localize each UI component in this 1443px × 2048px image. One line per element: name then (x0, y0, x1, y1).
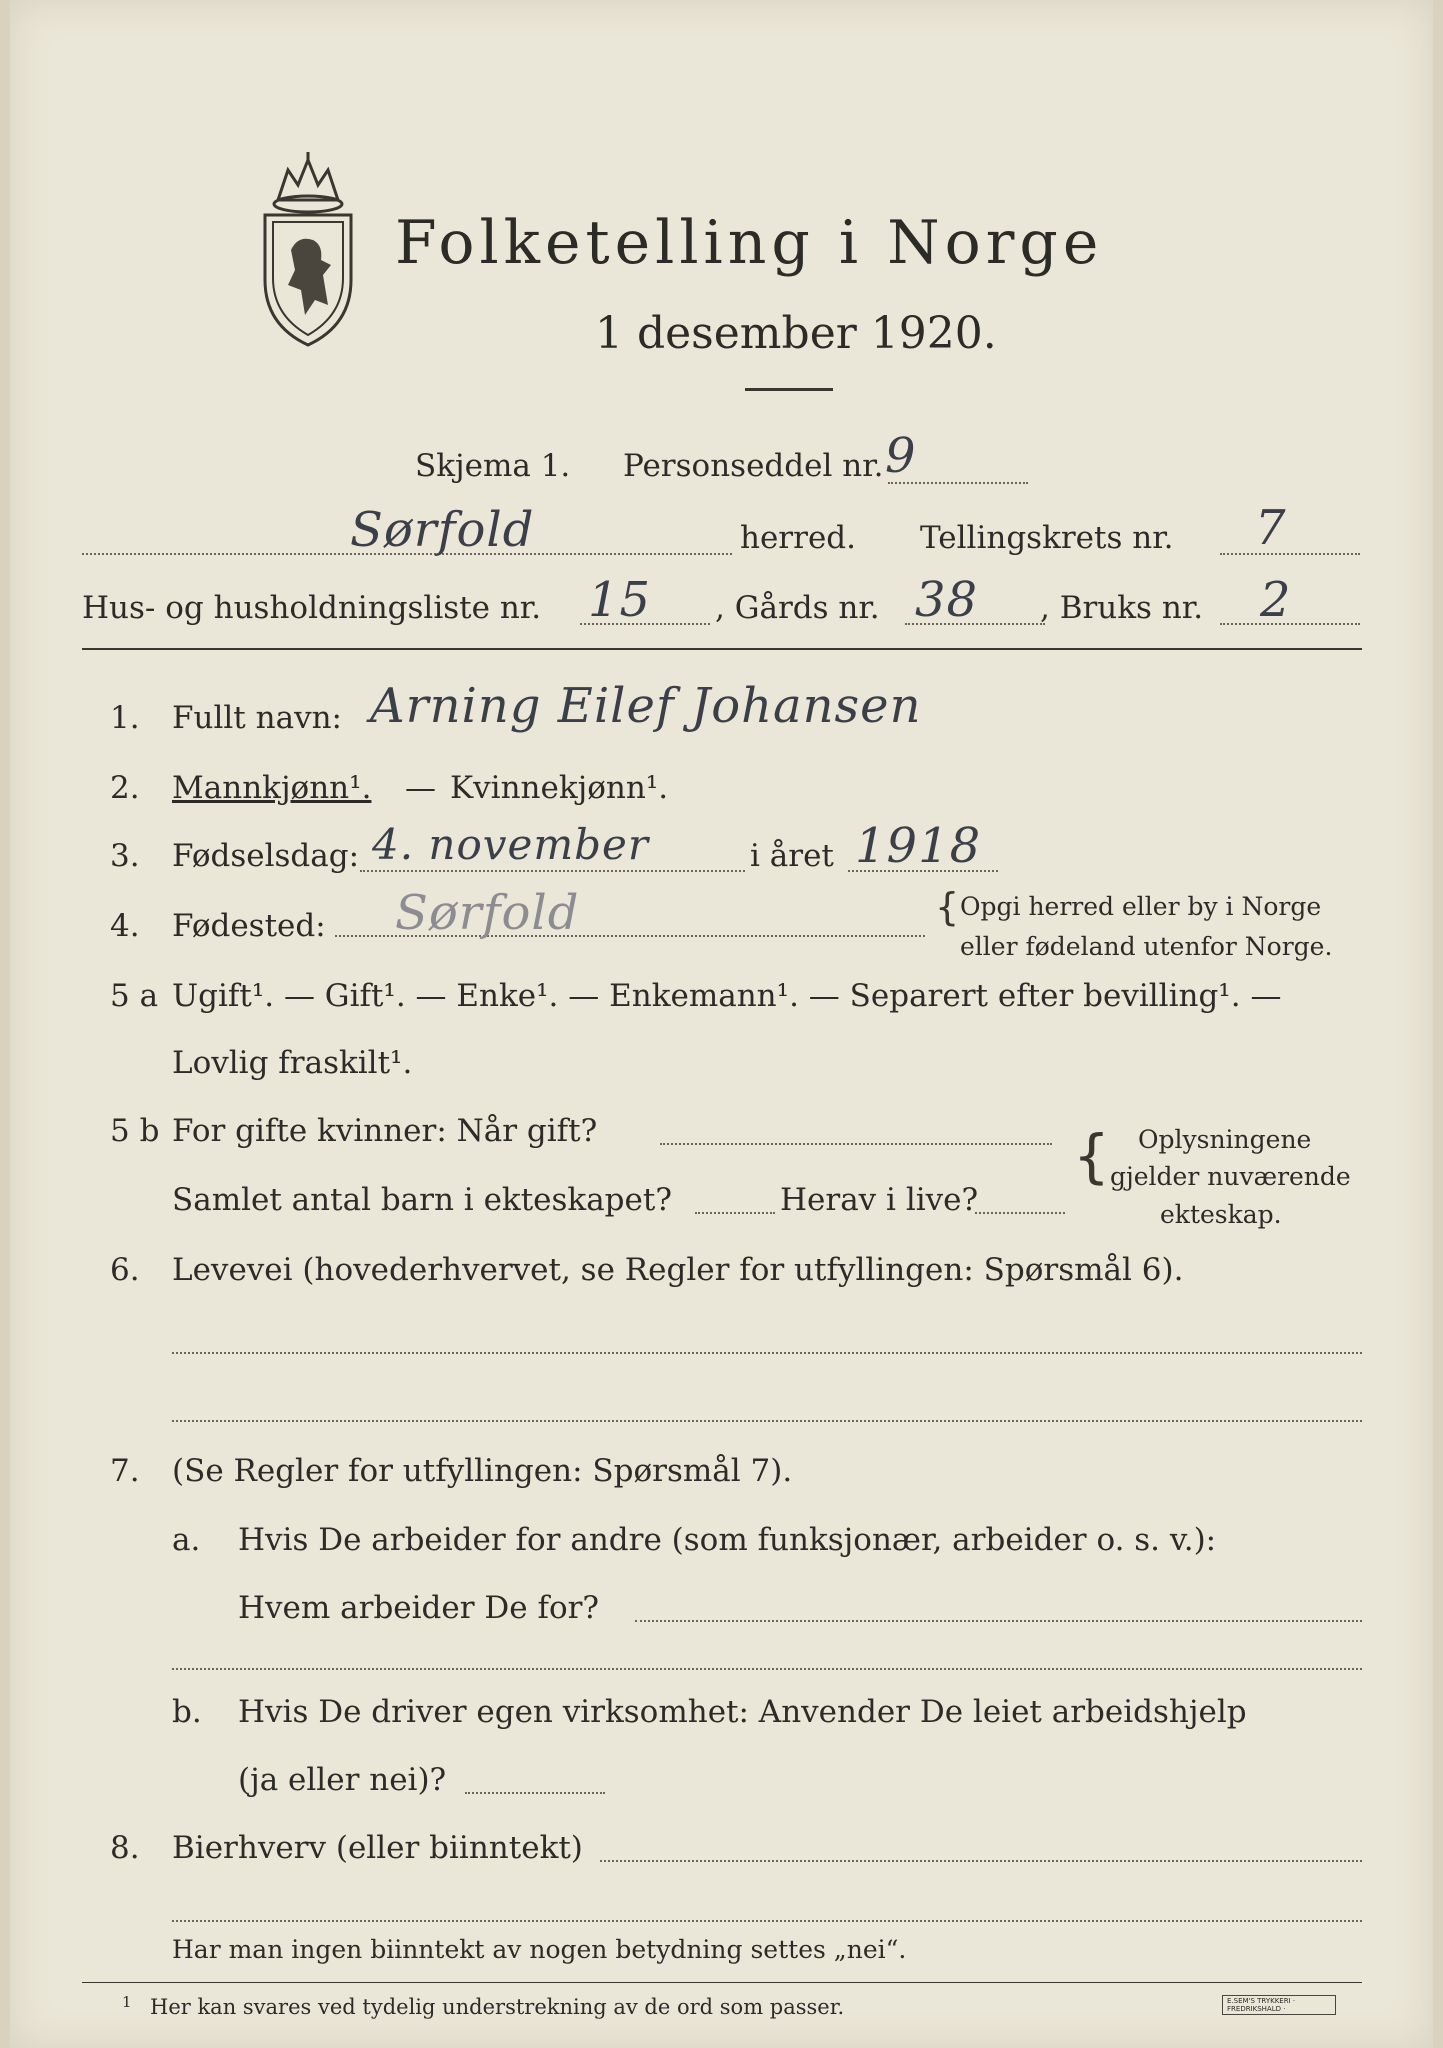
q7a-line2: Hvem arbeider De for? (238, 1590, 600, 1626)
gards-label: , Gårds nr. (715, 590, 880, 626)
q3-number: 3. (110, 838, 140, 874)
footer-divider (82, 1982, 1362, 1983)
q1-label: Fullt navn: (172, 700, 342, 736)
printer-stamp: E.SEM'S TRYKKERI · FREDRIKSHALD · (1222, 1995, 1336, 2015)
q5a-number: 5 a (110, 978, 159, 1014)
q3-label: Fødselsdag: (172, 838, 360, 874)
q3-value: 4. november (372, 820, 649, 869)
footnote-mark: 1 (122, 1993, 132, 2011)
q1-value: Arning Eilef Johansen (370, 678, 922, 734)
q5b-line1: For gifte kvinner: Når gift? (172, 1113, 598, 1149)
q1-number: 1. (110, 700, 140, 736)
section-divider (82, 648, 1362, 650)
gards-value: 38 (915, 572, 979, 628)
q7a-letter: a. (172, 1522, 201, 1558)
q7b-line1: Hvis De driver egen virksomhet: Anvender De leiet arbeidshjelp (238, 1694, 1247, 1730)
q5b-note-line3: ekteskap. (1160, 1200, 1282, 1229)
q8-note: Har man ingen biinntekt av nogen betydning settes „nei“. (172, 1935, 907, 1964)
census-form-page: Folketelling i Norge 1 desember 1920. Skjema 1. Personseddel nr. 9 Sørfold herred. Tellingskrets nr. 7 Hus- og husholdningsliste nr. 15 , Gårds nr. 38 , Bruks nr. 2 1. Fullt navn: Arning Eilef Johansen 2. Mannkjønn¹. — Kvinnekjønn¹. 3. Fødselsdag: 4. november i året 1918 4. Fødested: Sørfold { Opgi herred eller by i Norge eller fødeland utenfor Norge. 5 a Ugift¹. — Gift¹. — Enke¹. — Enkemann¹. — Separert efter bevilling¹. — Lovlig fraskilt¹. 5 b For gifte kvinner: Når gift? Samlet antal barn i ekteskapet? Herav i live? { Oplysningene gjelder nuværende ekteskap. 6. Levevei (hovederhvervet, se Regler for utfyllingen: Spørsmål 6). 7. (Se Regler for utfyllingen: Spørsmål 7). a. Hvis De arbeider for andre (som funksjonær, arbeider o. s. v.): Hvem arbeider De for? b. Hvis De driver egen virksomhet: Anvender De leiet arbeidshjelp (ja eller nei)? 8. Bierhverv (eller biinntekt) Har man ingen biinntekt av nogen betydning settes „nei“. 1 Her kan svares ved tydelig understrekning av de ord som passer. E.SEM'S TRYKKERI · FREDRIKSHALD · (10, 0, 1433, 2048)
tellingskrets-label: Tellingskrets nr. (920, 520, 1174, 556)
coat-of-arms-icon (243, 140, 373, 350)
q7a-line1: Hvis De arbeider for andre (som funksjonær, arbeider o. s. v.): (238, 1522, 1217, 1558)
q7-label: (Se Regler for utfyllingen: Spørsmål 7). (172, 1453, 793, 1489)
form-date: 1 desember 1920. (595, 308, 997, 359)
q5b-note-line2: gjelder nuværende (1110, 1162, 1351, 1191)
q2-number: 2. (110, 770, 140, 806)
q8-number: 8. (110, 1830, 140, 1866)
q4-note-line2: eller fødeland utenfor Norge. (960, 932, 1333, 961)
tellingskrets-value: 7 (1255, 500, 1287, 556)
herred-value: Sørfold (350, 502, 535, 558)
herred-label: herred. (740, 520, 856, 556)
q5b-number: 5 b (110, 1113, 160, 1149)
q5b-live-label: Herav i live? (780, 1182, 979, 1218)
q6-number: 6. (110, 1252, 140, 1288)
q3-year-value: 1918 (855, 818, 982, 874)
skjema-label: Skjema 1. (415, 448, 571, 484)
footnote-text: Her kan svares ved tydelig understrekning av de ord som passer. (150, 1995, 845, 2019)
title-divider (745, 388, 833, 391)
q2-female-option: Kvinnekjønn¹. (450, 770, 669, 806)
husholdning-label: Hus- og husholdningsliste nr. (82, 590, 542, 626)
q4-note-line1: Opgi herred eller by i Norge (960, 892, 1322, 921)
personseddel-label: Personseddel nr. (623, 448, 884, 484)
q7b-line2: (ja eller nei)? (238, 1762, 447, 1798)
q7b-letter: b. (172, 1694, 202, 1730)
q7-number: 7. (110, 1453, 140, 1489)
q5a-options-cont: Lovlig fraskilt¹. (172, 1045, 413, 1081)
q4-label: Fødested: (172, 908, 326, 944)
q5b-line2: Samlet antal barn i ekteskapet? (172, 1182, 672, 1218)
q2-male-option: Mannkjønn¹. (172, 770, 372, 806)
bruks-value: 2 (1260, 572, 1292, 628)
q8-label: Bierhverv (eller biinntekt) (172, 1830, 583, 1866)
q5b-note-line1: Oplysningene (1138, 1125, 1312, 1154)
q4-number: 4. (110, 908, 140, 944)
personseddel-value: 9 (885, 428, 917, 484)
husholdning-value: 15 (588, 572, 652, 628)
q6-label: Levevei (hovederhvervet, se Regler for utfyllingen: Spørsmål 6). (172, 1252, 1184, 1288)
q5a-options: Ugift¹. — Gift¹. — Enke¹. — Enkemann¹. — Separert efter bevilling¹. — (172, 978, 1282, 1014)
form-title: Folketelling i Norge (395, 208, 1104, 278)
q2-separator: — (405, 770, 436, 806)
q4-value: Sørfold (395, 885, 580, 941)
bruks-label: , Bruks nr. (1040, 590, 1204, 626)
q3-year-label: i året (750, 838, 834, 874)
